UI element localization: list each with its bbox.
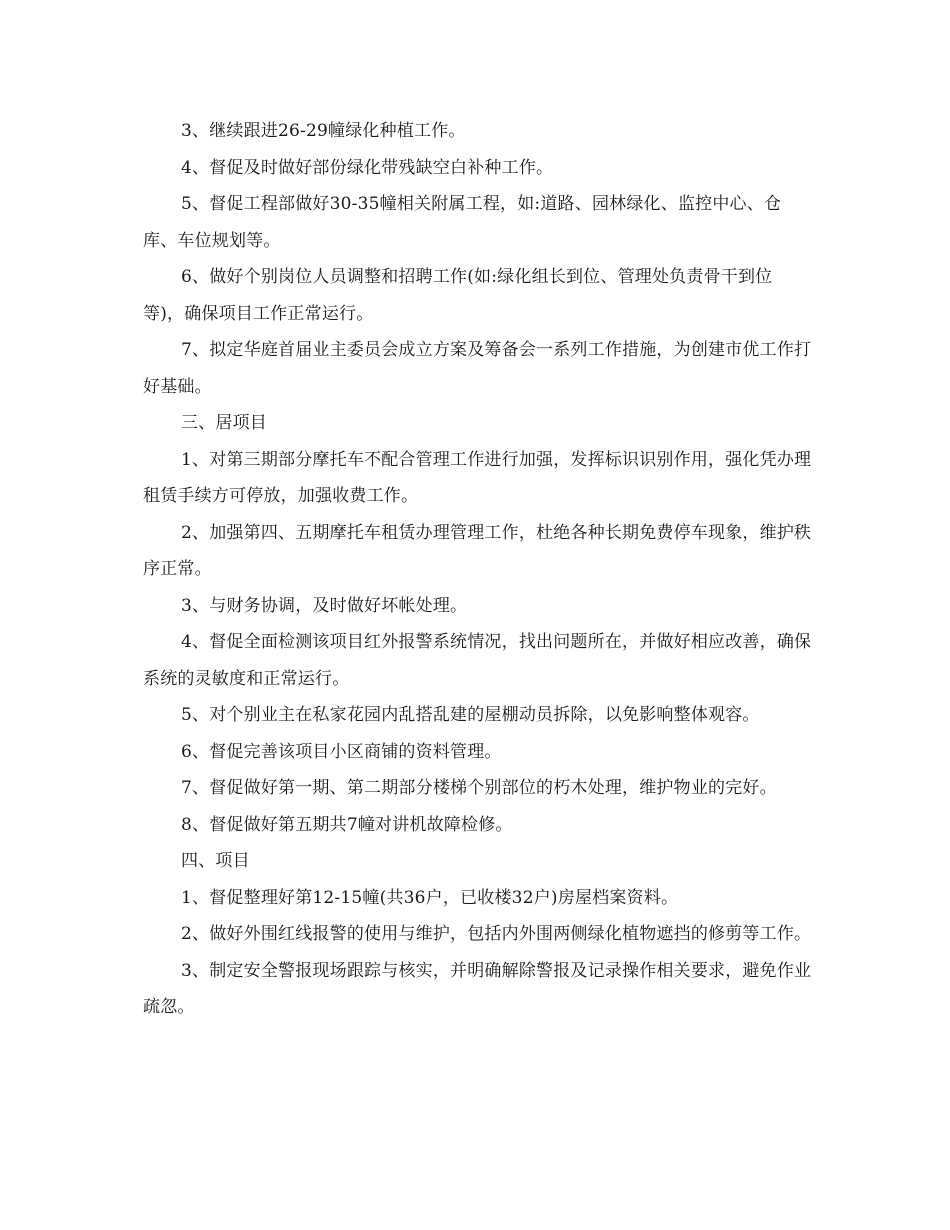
paragraph-10: 5、对个别业主在私家花园内乱搭乱建的屋棚动员拆除，以免影响整体观容。 bbox=[181, 705, 760, 725]
paragraph-16: 3、制定安全警报现场跟踪与核实，并明确解除警报及记录操作相关要求，避免作业疏忽。 bbox=[143, 960, 812, 1017]
paragraph-9: 4、督促全面检测该项目红外报警系统情况，找出问题所在，并做好相应改善，确保系统的灵敏度和正常运行。 bbox=[143, 632, 812, 689]
paragraph-6: 1、对第三期部分摩托车不配合管理工作进行加强，发挥标识识别作用，强化凭办理租赁手续方可停放，加强收费工作。 bbox=[143, 449, 812, 506]
section-heading-3: 三、居项目 bbox=[181, 413, 267, 433]
paragraph-8: 3、与财务协调，及时做好坏帐处理。 bbox=[181, 595, 468, 616]
paragraph-5: 7、拟定华庭首届业主委员会成立方案及筹备会一系列工作措施，为创建市优工作打好基础。 bbox=[143, 340, 812, 397]
paragraph-14: 1、督促整理好第12-15幢(共36户，已收楼32户)房屋档案资料。 bbox=[181, 887, 679, 908]
paragraph-12: 7、督促做好第一期、第二期部分楼梯个别部位的朽木处理，维护物业的完好。 bbox=[181, 778, 777, 798]
paragraph-13: 8、督促做好第五期共7幢对讲机故障检修。 bbox=[181, 814, 513, 835]
paragraph-4: 6、做好个别岗位人员调整和招聘工作(如:绿化组长到位、管理处负责骨干到位等)，确保项目工作正常运行。 bbox=[143, 267, 773, 324]
paragraph-15: 2、做好外围红线报警的使用与维护，包括内外围两侧绿化植物遮挡的修剪等工作。 bbox=[181, 924, 812, 944]
paragraph-1: 3、继续跟进26-29幢绿化种植工作。 bbox=[181, 121, 466, 141]
section-heading-4: 四、项目 bbox=[181, 851, 250, 871]
document-body bbox=[143, 113, 813, 1026]
paragraph-11: 6、督促完善该项目小区商铺的资料管理。 bbox=[181, 741, 502, 762]
paragraph-2: 4、督促及时做好部份绿化带残缺空白补种工作。 bbox=[181, 157, 554, 178]
paragraph-7: 2、加强第四、五期摩托车租赁办理管理工作，杜绝各种长期免费停车现象，维护秩序正常。 bbox=[143, 522, 812, 579]
paragraph-3: 5、督促工程部做好30-35幢相关附属工程，如:道路、园林绿化、监控中心、仓库、车位规划等。 bbox=[143, 194, 782, 251]
